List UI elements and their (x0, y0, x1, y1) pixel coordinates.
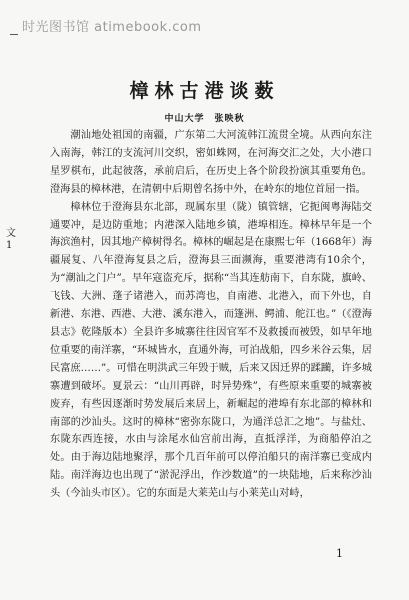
paragraph-2: 樟林位于澄海县东北部，现属东里（陇）镇管辖，它扼闽粤海陆交通要冲，是边防重地；内港深入陆地乡镇，港埠相连。樟林早年是一个海滨渔村，因其地产樟树得名。樟林的崛起是在康熙七年（1668年）海疆展复、八年澄海复县之后，澄海县三面濒海，重要港湾有10余个，为“潮汕之门户”。早年寇盗充斥，据称“当其连舫南下，自东陇，旗岭、飞钱、大洲、蓬子诸港入，而苏湾也，自南港、北港入，而下外也，自新港、东港、西港、大港、溪东港入，而篷洲、鳄浦、舵江也。”（《澄海县志》乾隆版本）全县许多城寨往往因官军不及救援而被毁，如早年地位重要的南洋寨，“环城皆水，直通外海，可泊战船，四乡米谷云集，居民富庶……”。可惜在明洪武三年毁于贼，后来又因迁界的蹂躏，许多城寨遭到破坏。夏景云：“山川再辟，时异势殊”，有些原来重要的城寨被废弃，有些因逐渐时势发展后来居上，新崛起的港埠有东北部的樟林和南部的沙汕头。这时的樟林“密弥东陇口，为通洋总汇之地”。与盐灶、东陇东西连接，水由与涂尾水仙宫前出海，直抵浮洋，为商船停泊之处。由于海边陆地聚浮，那个几百年前可以停泊船只的南洋寨已变成内陆。南洋海边也出现了“淤泥浮出，作沙数道”的一块陆地，后来称沙汕头（今汕头市区）。它的东面是大莱芜山与小莱芜山对峙， (50, 201, 372, 500)
article-title: 樟林古港谈薮 (129, 80, 280, 102)
margin-label-top: 文 (6, 228, 16, 239)
paragraph-1: 潮汕地处祖国的南疆，广东第二大河流韩江流贯全境。从西向东注入南海，韩江的支流河川交织，密如蛛网，在河海交汇之处，大小港口星罗棋布，此起彼落，承前启后，在历史上各个阶段扮演其重要角色。澄海县的樟林港，在清朝中后期曾名扬中外，在岭东的地位首屈一指。 (50, 130, 372, 195)
watermark-text: 时光图书馆 atimebook.com (22, 20, 202, 35)
margin-tick (10, 34, 18, 35)
article-author: 中山大学 张映秋 (164, 114, 245, 124)
article-body (50, 127, 372, 503)
margin-label-bottom: 1 (6, 240, 13, 251)
page-number: 1 (336, 547, 343, 560)
